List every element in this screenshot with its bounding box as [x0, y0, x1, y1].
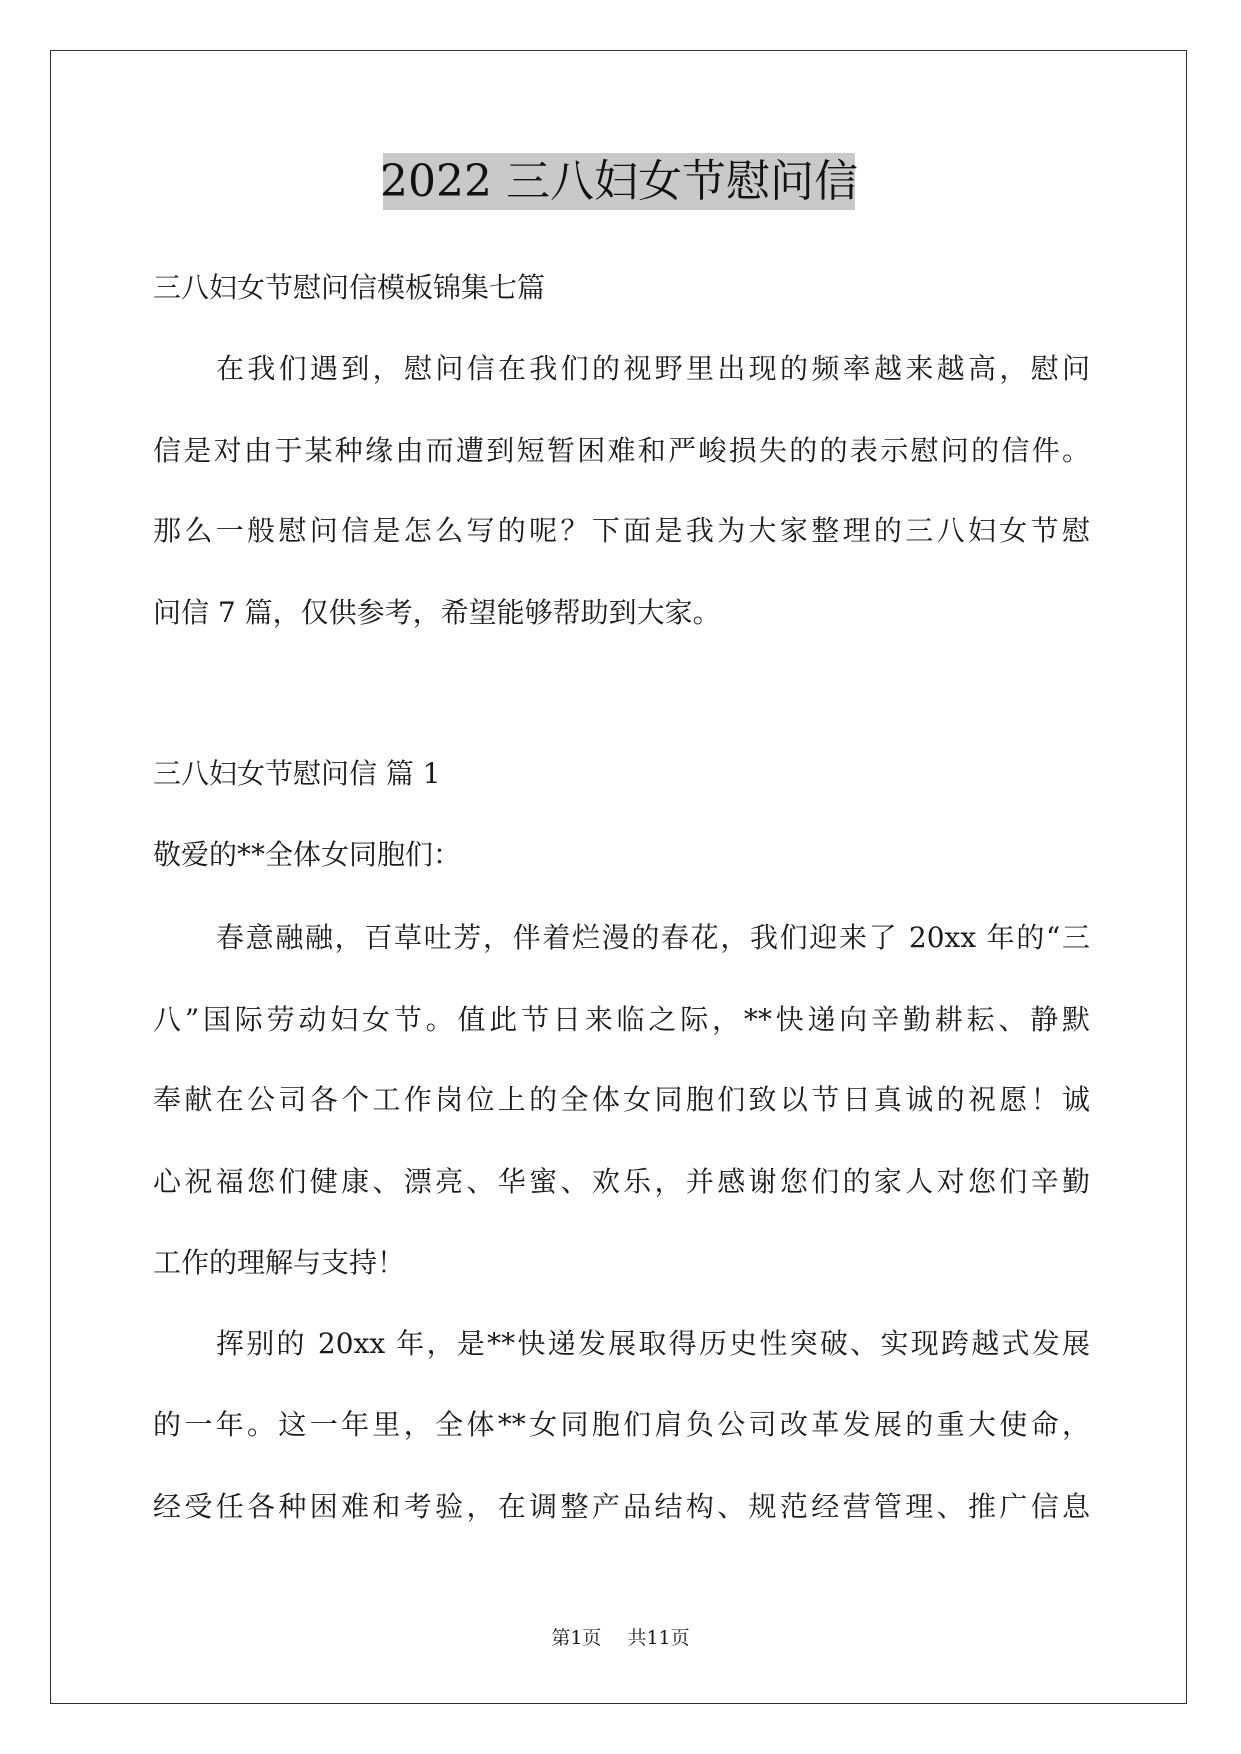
paragraph-line: 春意融融，百草吐芳，伴着烂漫的春花，我们迎来了 20xx 年的“三 — [216, 921, 1090, 954]
intro-line: 问信 7 篇，仅供参考，希望能够帮助到大家。 — [153, 596, 721, 629]
paragraph-line: 的一年。这一年里，全体**女同胞们肩负公司改革发展的重大使命， — [153, 1408, 1090, 1441]
document-title: 2022 三八妇女节慰问信 — [380, 156, 858, 207]
intro-line: 信是对由于某种缘由而遭到短暂困难和严峻损失的的表示慰问的信件。 — [153, 434, 1090, 467]
page-footer — [0, 1624, 1241, 1652]
page-number-label: 第1页 — [551, 1627, 602, 1649]
document-title-highlight — [380, 153, 858, 210]
paragraph-line: 心祝福您们健康、漂亮、华蜜、欢乐，并感谢您们的家人对您们辛勤 — [153, 1165, 1090, 1198]
document-subtitle: 三八妇女节慰问信模板锦集七篇 — [153, 271, 546, 304]
letter-salutation: 敬爱的**全体女同胞们： — [153, 838, 462, 871]
paragraph-line: 挥别的 20xx 年，是**快递发展取得历史性突破、实现跨越式发展 — [216, 1327, 1090, 1360]
section-heading: 三八妇女节慰问信 篇 1 — [153, 757, 441, 790]
page-total-label: 共11页 — [627, 1627, 690, 1649]
paragraph-line: 奉献在公司各个工作岗位上的全体女同胞们致以节日真诚的祝愿！诚 — [153, 1083, 1090, 1116]
paragraph-line: 经受任各种困难和考验，在调整产品结构、规范经营管理、推广信息 — [153, 1490, 1090, 1523]
intro-line: 在我们遇到，慰问信在我们的视野里出现的频率越来越高，慰问 — [216, 352, 1090, 385]
paragraph-line: 八”国际劳动妇女节。值此节日来临之际，**快递向辛勤耕耘、静默 — [153, 1003, 1090, 1036]
intro-line: 那么一般慰问信是怎么写的呢？下面是我为大家整理的三八妇女节慰 — [153, 514, 1090, 547]
paragraph-line: 工作的理解与支持！ — [153, 1246, 406, 1279]
